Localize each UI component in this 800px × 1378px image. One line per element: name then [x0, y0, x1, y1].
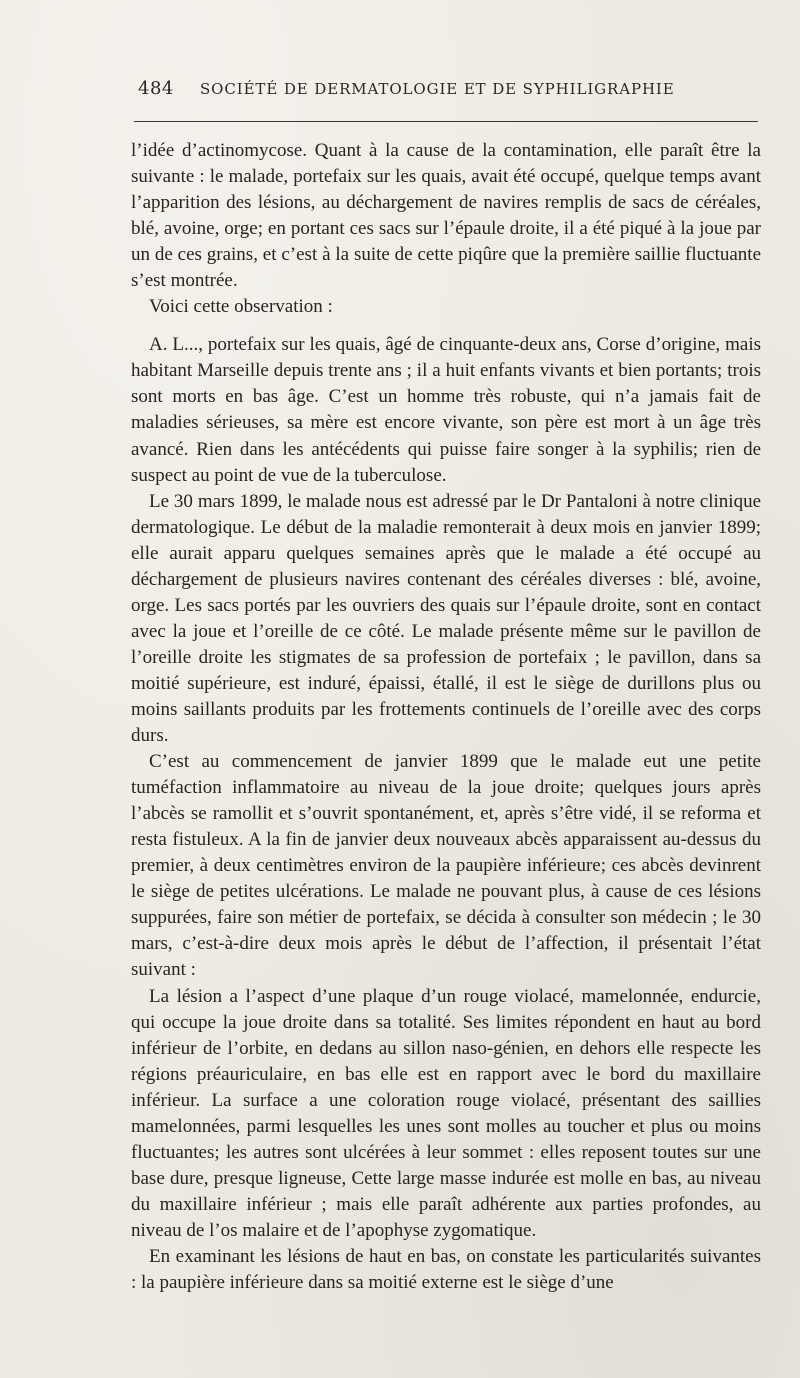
- article-body: [131, 138, 761, 1296]
- paragraph-clinic-visit: Le 30 mars 1899, le malade nous est adressé par le Dr Pantaloni à notre clinique dermatologique. Le début de la maladie remonterait à deux mois en janvier 1899; elle aurait apparu quelques semaines après que le malade a été occupé au déchargement de plusieurs navires contenant des céréales diverses : blé, avoine, orge. Les sacs portés par les ouvriers des quais sur l’épaule droite, sont en contact avec la joue et l’oreille de ce côté. Le malade présente même sur le pavillon de l’oreille droite les stigmates de sa profession de portefaix ; le pavillon, dans sa moitié supérieure, est induré, épaissi, étallé, il est le siège de durillons plus ou moins saillants produits par les frottements continuels de l’oreille avec des corps durs.: [131, 490, 761, 747]
- paragraph-observation-intro: Voici cette observation :: [149, 296, 333, 318]
- paragraph-lesion-description: La lésion a l’aspect d’une plaque d’un rouge violacé, mamelonnée, endurcie, qui occupe la joue droite dans sa totalité. Ses limites répondent en haut au bord inférieur de l’orbite, en dedans au sillon naso-génien, en dehors elle respecte les régions préauriculaire, en bas elle est en rapport avec le bord du maxillaire inférieur. La surface a une coloration rouge violacé, présentant des saillies mamelonnées, parmi lesquelles les unes sont molles au toucher et plus ou moins fluctuantes; les autres sont ulcérées à leur sommet : elles reposent toutes sur une base dure, presque ligneuse, Cette large masse indurée est molle en bas, au niveau du maxillaire inférieur ; mais elle paraît adhérente aux parties profondes, au niveau de l’os malaire et de l’apophyse zygomatique.: [131, 985, 761, 1241]
- page-number: 484: [138, 78, 174, 99]
- running-head: [138, 78, 758, 104]
- header-rule: [134, 121, 758, 122]
- paragraph-disease-onset: C’est au commencement de janvier 1899 que le malade eut une petite tuméfaction inflammatoire au niveau de la joue droite; quelques jours après l’abcès se ramollit et s’ouvrit spontanément, et, après s’être vidé, il se reforma et resta fistuleux. A la fin de janvier deux nouveaux abcès apparaissent au-dessus du premier, à deux centimètres environ de la paupière inférieure; ces abcès devinrent le siège de petites ulcérations. Le malade ne pouvant plus, à cause de ces lésions suppurées, faire son métier de portefaix, se décida à consulter son médecin ; le 30 mars, c’est-à-dire deux mois après le début de l’affection, il présentait l’état suivant :: [131, 751, 761, 981]
- paragraph-contamination-cause: l’idée d’actinomycose. Quant à la cause de la contamination, elle paraît être la suivante : le malade, portefaix sur les quais, avait été occupé, quelque temps avant l’apparition des lésions, au déchargement de navires remplis de sacs de céréales, blé, avoine, orge; en portant ces sacs sur l’épaule droite, il a été piqué à la joue par un de ces grains, et c’est à la suite de cette piqûre que la première saillie fluctuante s’est montrée.: [131, 140, 761, 292]
- paragraph-patient-history: A. L..., portefaix sur les quais, âgé de cinquante-deux ans, Corse d’origine, mais habitant Marseille depuis trente ans ; il a huit enfants vivants et bien portants; trois sont morts en bas âge. C’est un homme très robuste, qui n’a jamais fait de maladies sérieuses, sa mère est encore vivante, son père est mort à un âge très avancé. Rien dans les antécédents qui puisse faire songer à la syphilis; rien de suspect au point de vue de la tuberculose.: [131, 334, 761, 486]
- paragraph-lesion-examination: En examinant les lésions de haut en bas, on constate les particularités suivantes : la paupière inférieure dans sa moitié externe est le siège d’une: [131, 1245, 761, 1294]
- journal-title: SOCIÉTÉ DE DERMATOLOGIE ET DE SYPHILIGRAPHIE: [200, 80, 675, 98]
